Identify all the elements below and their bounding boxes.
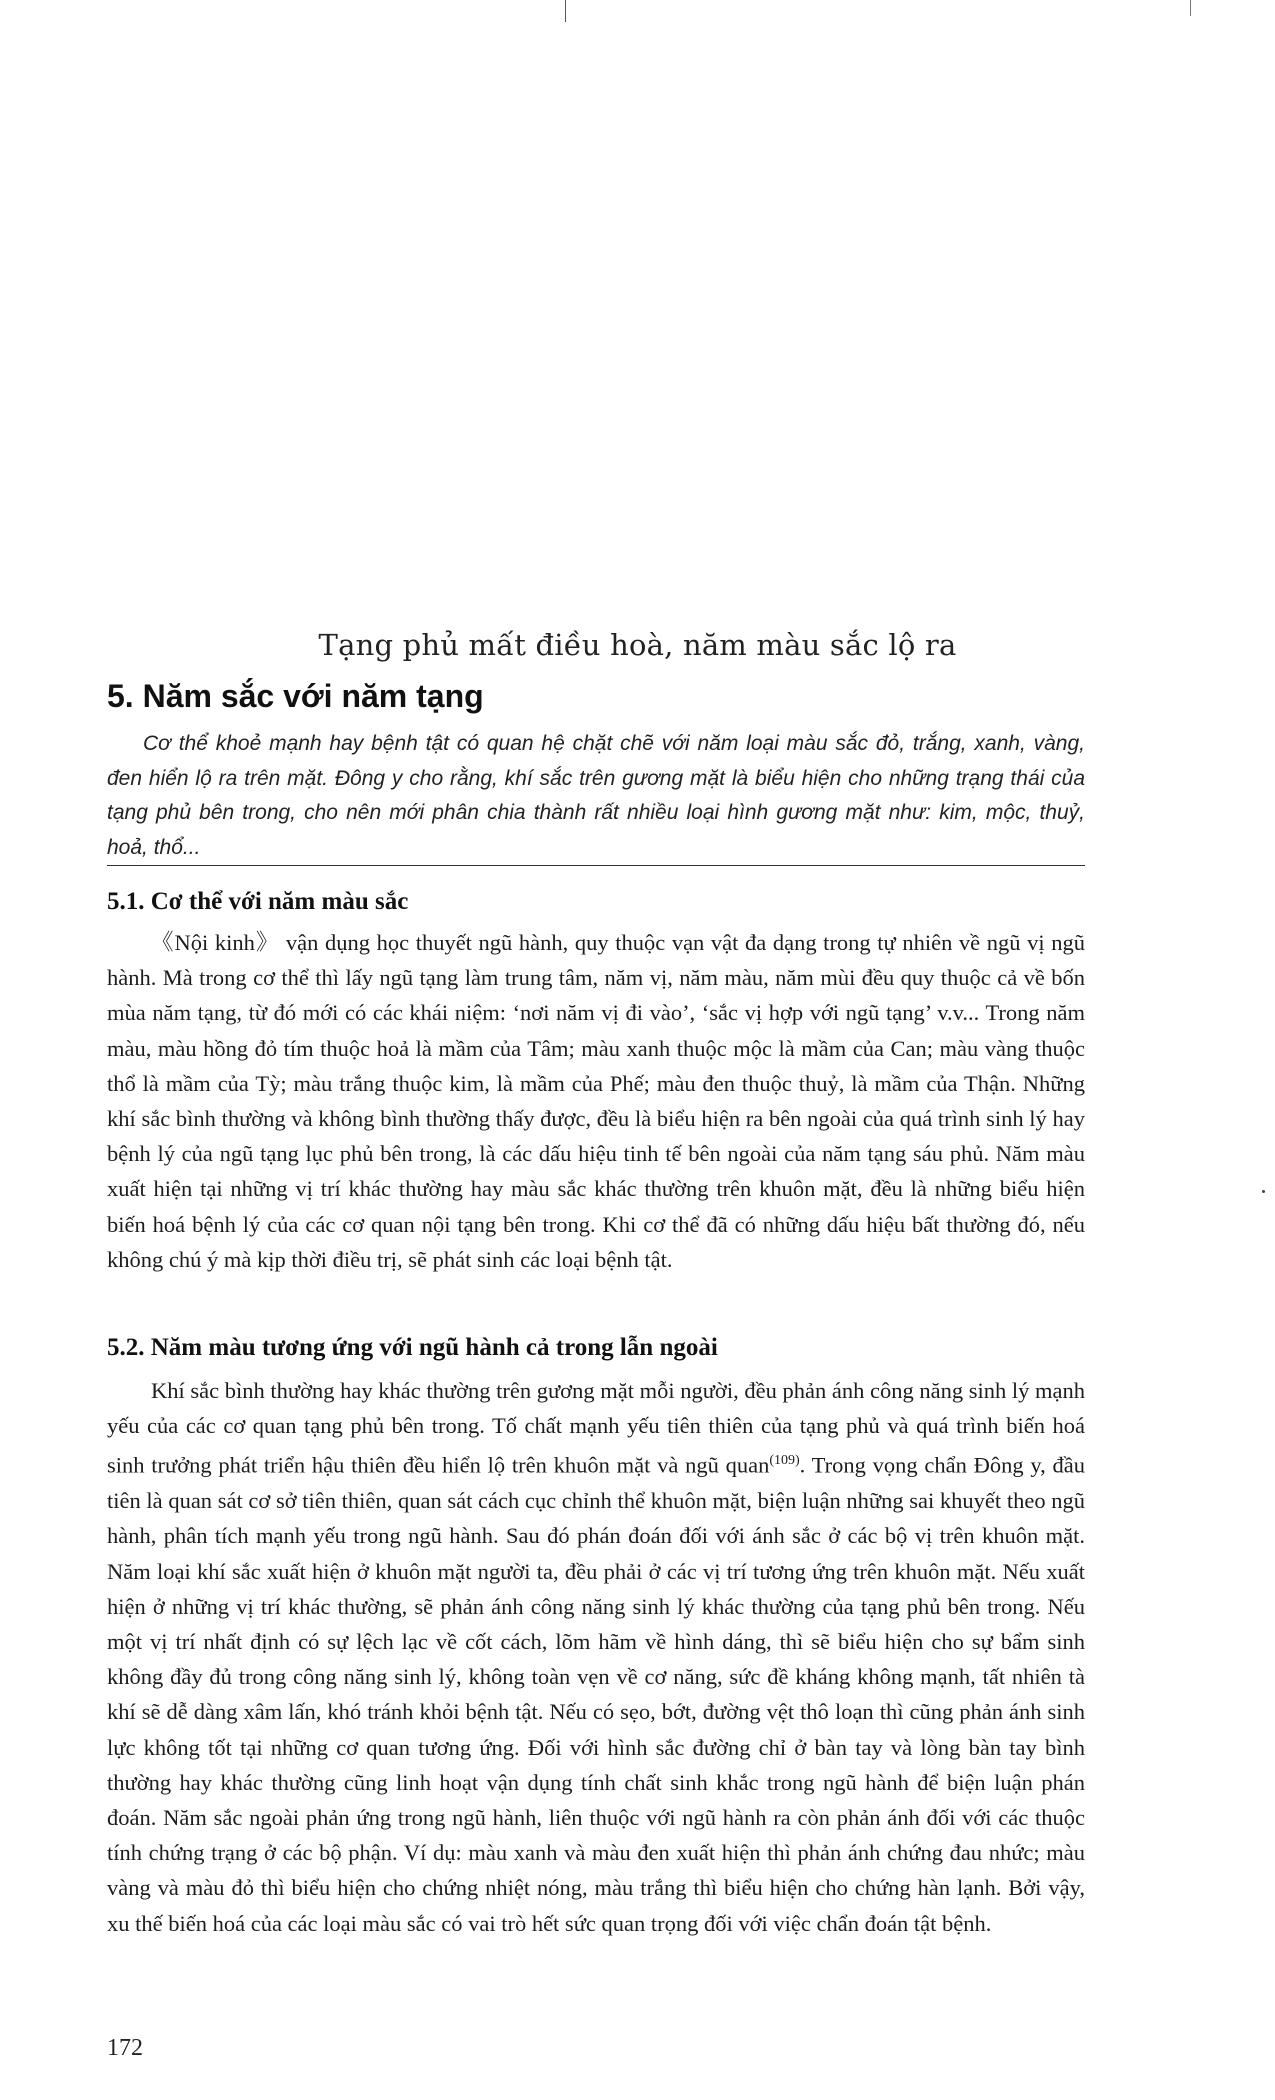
paragraph-5-2 [107,1373,1085,1941]
scan-edge-mark [565,0,566,22]
scan-speck [1262,1190,1265,1193]
section-intro: Cơ thể khoẻ mạnh hay bệnh tật có quan hệ chặt chẽ với năm loại màu sắc đỏ, trắng, xanh, vàng, đen hiển lộ ra trên mặt. Đông y cho rằng, khí sắc trên gương mặt là biểu hiện cho những trạng thái của tạng phủ bên trong, cho nên mới phân chia thành rất nhiều loại hình gương mặt như: kim, mộc, thuỷ, hoả, thổ... [107,732,1085,859]
subsection-title-5-2: 5.2. Năm màu tương ứng với ngũ hành cả trong lẫn ngoài [107,1334,718,1361]
section-title: 5. Năm sắc với năm tạng [107,678,484,714]
paragraph-5-1: 《Nội kinh》 vận dụng học thuyết ngũ hành, quy thuộc vạn vật đa dạng trong tự nhiên về ngũ vị ngũ hành. Mà trong cơ thể thì lấy ngũ tạng làm trung tâm, năm vị, năm màu, năm mùi đều quy thuộc cả về bốn mùa năm tạng, từ đó mới có các khái niệm: ‘nơi năm vị đi vào’, ‘sắc vị hợp với ngũ tạng’ v.v... Trong năm màu, màu hồng đỏ tím thuộc hoả là mầm của Tâm; màu xanh thuộc mộc là mầm của Can; màu vàng thuộc thổ là mầm của Tỳ; màu trắng thuộc kim, là mầm của Phế; màu đen thuộc thuỷ, là mầm của Thận. Những khí sắc bình thường và không bình thường thấy được, đều là biểu hiện ra bên ngoài của quá trình sinh lý hay bệnh lý của ngũ tạng lục phủ bên trong, là các dấu hiệu tinh tế bên ngoài của năm tạng sáu phủ. Năm màu xuất hiện tại những vị trí khác thường hay màu sắc khác thường trên khuôn mặt, đều là những biểu hiện biến hoá bệnh lý của các cơ quan nội tạng bên trong. Khi cơ thể đã có những dấu hiệu bất thường đó, nếu không chú ý mà kịp thời điều trị, sẽ phát sinh các loại bệnh tật. [107,930,1085,1272]
scan-edge-mark-right [1190,0,1191,16]
subsection-title-5-1: 5.1. Cơ thể với năm màu sắc [107,888,409,915]
running-title: Tạng phủ mất điều hoà, năm màu sắc lộ ra [318,628,957,662]
paragraph-5-2-part2: . Trong vọng chẩn Đông y, đầu tiên là quan sát cơ sở tiên thiên, quan sát cách cục chỉnh thể khuôn mặt, biện luận những sai khuyết theo ngũ hành, phân tích mạnh yếu trong ngũ hành. Sau đó phán đoán đối với ánh sắc ở các bộ vị trên khuôn mặt. Năm loại khí sắc xuất hiện ở khuôn mặt người ta, đều phải ở các vị trí tương ứng trên khuôn mặt. Nếu xuất hiện ở những vị trí khác thường, sẽ phản ánh công năng sinh lý khác thường của tạng phủ bên trong. Nếu một vị trí nhất định có sự lệch lạc về cốt cách, lõm hãm về hình dáng, thì sẽ biểu hiện cho sự bẩm sinh không đầy đủ trong công năng sinh lý, không toàn vẹn về cơ năng, sức đề kháng không mạnh, tất nhiên tà khí sẽ dễ dàng xâm lấn, khó tránh khỏi bệnh tật. Nếu có sẹo, bớt, đường vệt thô loạn thì cũng phản ánh sinh lực không tốt tại những cơ quan tương ứng. Đối với hình sắc đường chỉ ở bàn tay và lòng bàn tay bình thường hay khác thường cũng linh hoạt vận dụng tính chất sinh khắc trong ngũ hành để biện luận phán đoán. Năm sắc ngoài phản ứng trong ngũ hành, liên thuộc với ngũ hành ra còn phản ánh đối với các thuộc tính chứng trạng ở các bộ phận. Ví dụ: màu xanh và màu đen xuất hiện thì phản ánh chứng đau nhức; màu vàng và màu đỏ thì biểu hiện cho chứng nhiệt nóng, màu trắng thì biểu hiện cho chứng hàn lạnh. Bởi vậy, xu thế biến hoá của các loại màu sắc có vai trò hết sức quan trọng đối với việc chẩn đoán tật bệnh. [107,1452,1085,1936]
footnote-reference: (109) [769,1453,800,1469]
page-number: 172 [107,2035,143,2061]
divider-rule [107,865,1085,866]
paragraph-5-2-part1: Khí sắc bình thường hay khác thường trên gương mặt mỗi người, đều phản ánh công năng sinh lý mạnh yếu của các cơ quan tạng phủ bên trong. Tố chất mạnh yếu tiên thiên của tạng phủ và quá trình biến hoá sinh trưởng phát triển hậu thiên đều hiển lộ trên khuôn mặt và ngũ quan [107,1378,1085,1478]
